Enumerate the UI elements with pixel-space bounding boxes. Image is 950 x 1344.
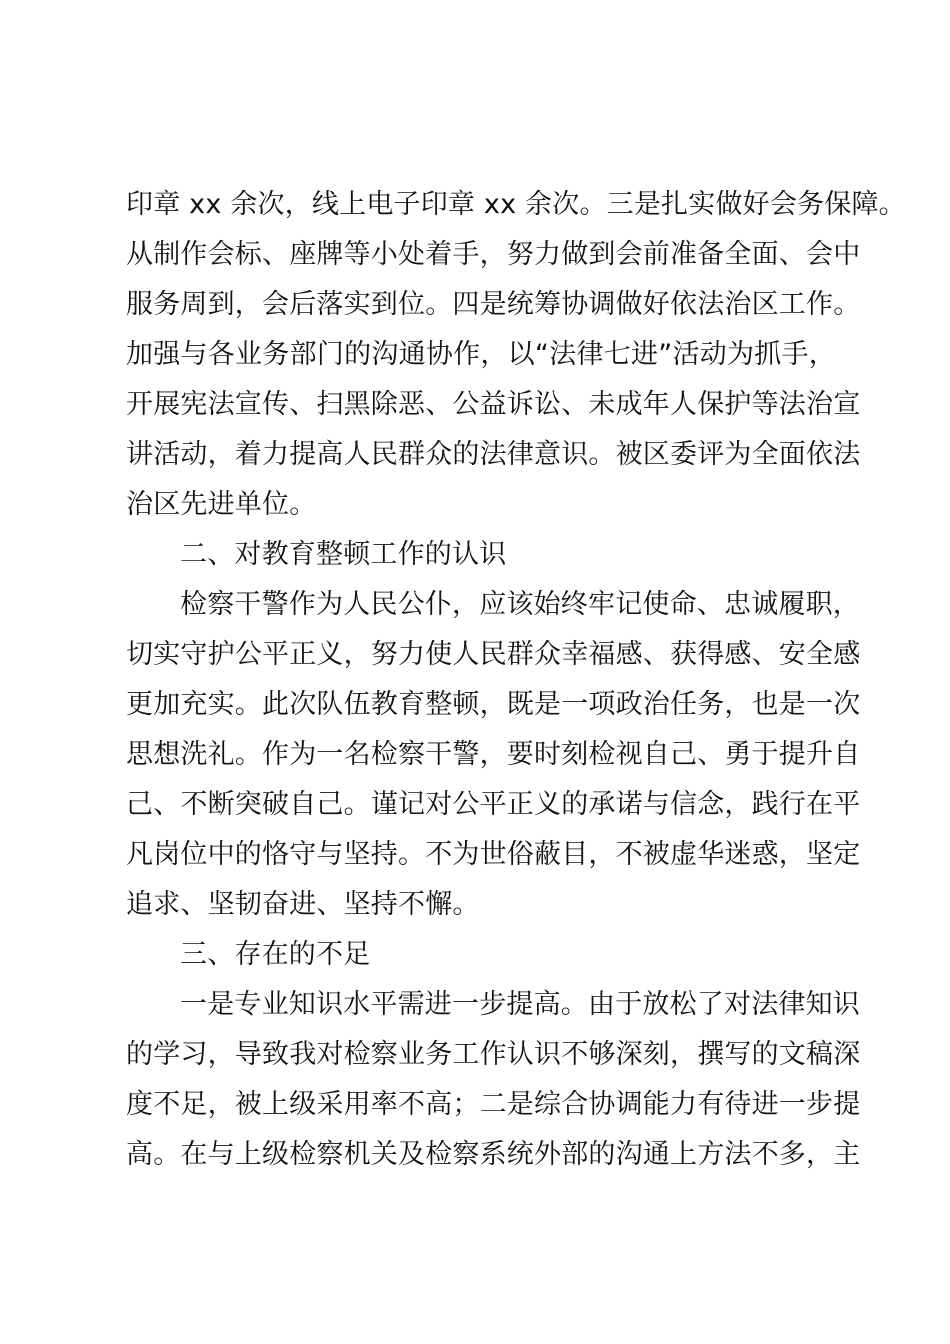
section-heading: 二、对教育整顿工作的认识 <box>180 539 507 570</box>
document-body <box>126 180 906 1180</box>
text-line: 追求、坚韧奋进、坚持不懈。 <box>126 889 480 920</box>
text-line: 的学习，导致我对检察业务工作认识不够深刻，撰写的文稿深 <box>126 1039 861 1070</box>
text-line: 更加充实。此次队伍教育整顿，既是一项政治任务，也是一次 <box>126 689 861 720</box>
text-line: 切实守护公平正义，努力使人民群众幸福感、获得感、安全感 <box>126 639 861 670</box>
text-line: 从制作会标、座牌等小处着手，努力做到会前准备全面、会中 <box>126 239 861 270</box>
text-line: 开展宪法宣传、扫黑除恶、公益诉讼、未成年人保护等法治宣 <box>126 389 861 420</box>
text-line: 思想洗礼。作为一名检察干警，要时刻检视自己、勇于提升自 <box>126 739 861 770</box>
text-line: 检察干警作为人民公仆，应该始终牢记使命、忠诚履职， <box>180 589 860 620</box>
text-line: 度不足，被上级采用率不高；二是综合协调能力有待进一步提 <box>126 1089 861 1120</box>
text-line: 加强与各业务部门的沟通协作，以“法律七进”活动为抓手， <box>126 339 836 370</box>
text-line: 凡岗位中的恪守与坚持。不为世俗蔽目，不被虚华迷惑，坚定 <box>126 839 861 870</box>
section-heading: 三、存在的不足 <box>180 939 371 970</box>
text-line: 服务周到，会后落实到位。四是统筹协调做好依法治区工作。 <box>126 289 861 320</box>
text-line: 治区先进单位。 <box>126 489 317 520</box>
text-line: 讲活动，着力提高人民群众的法律意识。被区委评为全面依法 <box>126 439 861 470</box>
text-line: 高。在与上级检察机关及检察系统外部的沟通上方法不多，主 <box>126 1139 861 1170</box>
text-line: 一是专业知识水平需进一步提高。由于放松了对法律知识 <box>180 989 860 1020</box>
text-line: 己、不断突破自己。谨记对公平正义的承诺与信念，践行在平 <box>126 789 861 820</box>
text-line: 印章 xx 余次，线上电子印章 xx 余次。三是扎实做好会务保障。 <box>126 189 906 220</box>
